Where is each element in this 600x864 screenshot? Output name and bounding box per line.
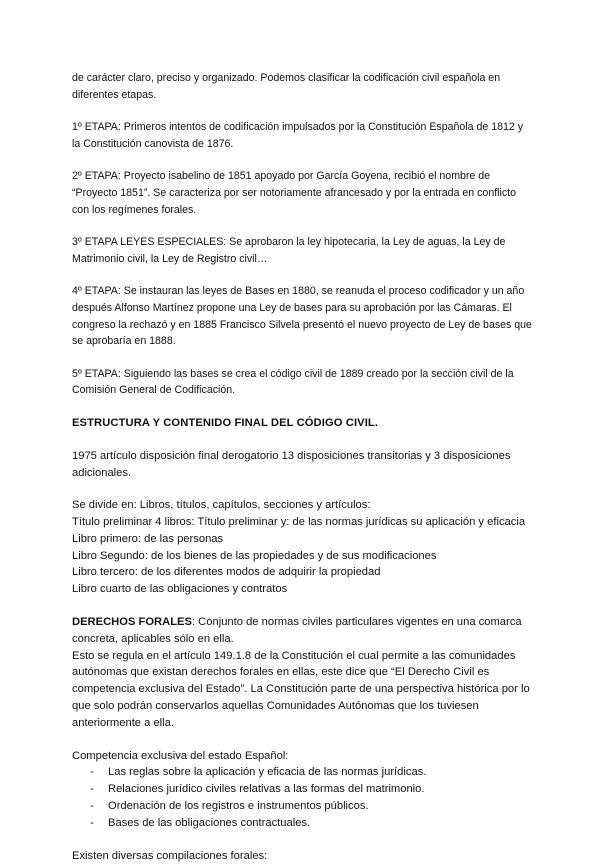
intro-paragraph: de carácter claro, preciso y organizado. Podemos clasificar la codificación civil española en diferentes etapas. [72, 72, 501, 101]
etapa-3-paragraph: 3º ETAPA LEYES ESPECIALES: Se aprobaron la ley hipotecaria, la Ley de aguas, la Ley de Matrimonio civil, la Ley de Registro civil… [72, 236, 506, 265]
forales-term: DERECHOS FORALES [72, 616, 192, 629]
list-item [72, 781, 532, 798]
divide-line: Se divide en: Libros, títulos, capítulos, secciones y artículos: [72, 499, 371, 512]
competencia-list [72, 764, 532, 831]
divide-line: Libro tercero: de los diferentes modos de adquirir la propiedad [72, 566, 381, 579]
list-item [72, 798, 532, 815]
list-item [72, 764, 532, 781]
etapa-4-paragraph: 4º ETAPA: Se instauran las leyes de Bases en 1880, se reanuda el proceso codificador y un año después Alfonso Martínez propone una Ley de bases para su aprobación por las Cámaras. El congreso la rechazó y en 1885 Francisco Silvela presentó el nuevo proyecto de Ley de bases que se aprobaría en 1888. [72, 285, 532, 348]
divide-line: Libro primero: de las personas [72, 532, 224, 545]
forales-body: Esto se regula en el artículo 149.1.8 de la Constitución el cual permite a las comunidades autónomas que existan derechos forales en ellas, este dice que “El Derecho Civil es competencia exclusiva del Estado”. La Constitución parte de una perspectiva histórica por lo que solo podrán conservarlos aquellas Comunidades Autónomas que los tuviesen anteriormente a ella. [72, 649, 530, 729]
etapa-1-paragraph: 1º ETAPA: Primeros intentos de codificación impulsados por la Constitución Española de 1812 y la Constitución canovista de 1876. [72, 121, 524, 150]
estructura-divide-block [72, 497, 532, 598]
document-page [72, 70, 532, 864]
dash-bullet: - [90, 783, 94, 796]
competencia-title: Competencia exclusiva del estado Español: [72, 749, 289, 762]
list-item-text: Las reglas sobre la aplicación y eficacia de las normas jurídicas. [108, 766, 427, 779]
estructura-summary: 1975 artículo disposición final derogatorio 13 disposiciones transitorias y 3 disposiciones adicionales. [72, 449, 511, 479]
divide-line: Título preliminar 4 libros: Título preliminar y: de las normas jurídicas su aplicación y eficacia [72, 516, 526, 529]
divide-line: Libro Segundo: de los bienes de las propiedades y de sus modificaciones [72, 549, 437, 562]
forales-definition-text: : Conjunto de normas civiles particulares vigentes en una comarca concreta, aplicables sólo en ella. [72, 616, 522, 645]
list-item [72, 815, 532, 832]
list-item-text: Relaciones jurídico civiles relativas a las formas del matrimonio. [108, 783, 425, 796]
compilaciones-line: Existen diversas compilaciones forales: [72, 849, 268, 862]
estructura-heading: ESTRUCTURA Y CONTENIDO FINAL DEL CÓDIGO CIVIL. [72, 416, 379, 429]
forales-definition [72, 614, 532, 648]
etapa-5-paragraph: 5º ETAPA: Siguiendo las bases se crea el código civil de 1889 creado por la sección civil de la Comisión General de Codificación. [72, 367, 514, 397]
list-item-text: Bases de las obligaciones contractuales. [108, 816, 311, 829]
dash-bullet: - [90, 766, 94, 779]
dash-bullet: - [90, 816, 94, 829]
etapa-2-paragraph: 2º ETAPA: Proyecto isabelino de 1851 apoyado por García Goyena, recibió el nombre de “Proyecto 1851”. Se caracteriza por ser notoriamente afrancesado y por la entrada en conflicto con los regímenes forales. [72, 170, 517, 216]
divide-line: Libro cuarto de las obligaciones y contratos [72, 583, 288, 596]
list-item-text: Ordenación de los registros e instrumentos públicos. [108, 800, 369, 813]
dash-bullet: - [90, 800, 94, 813]
